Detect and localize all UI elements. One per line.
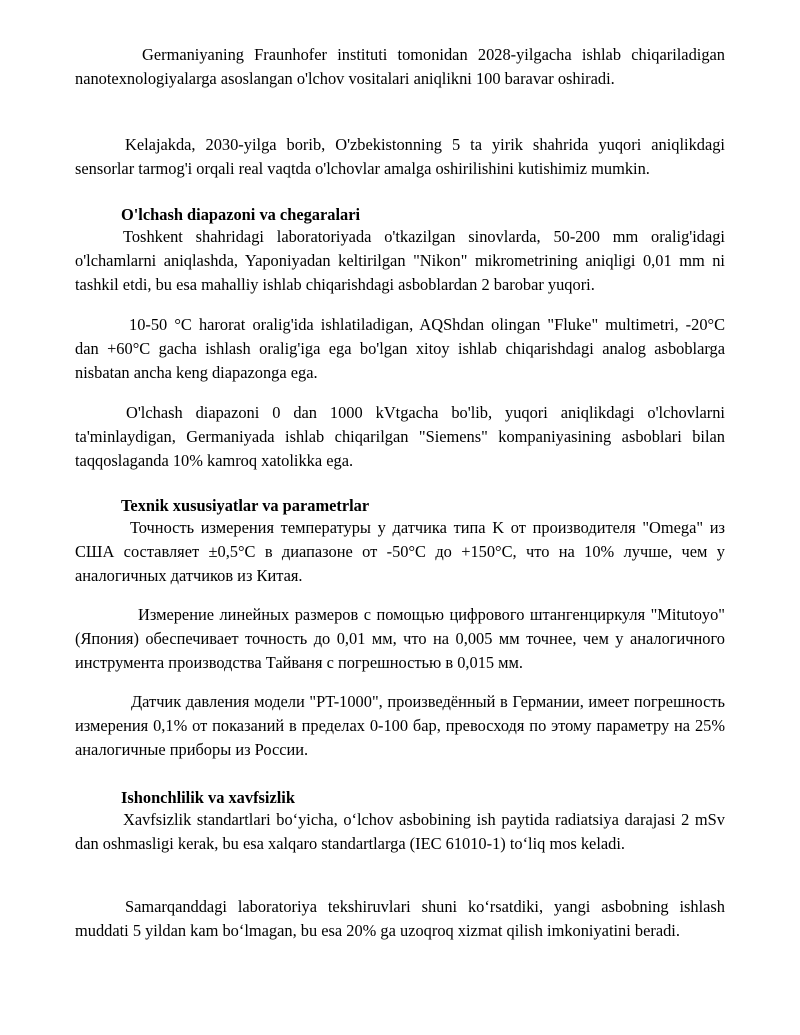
paragraph-siemens-range: O'lchash diapazoni 0 dan 1000 kVtgacha bo'lib, yuqori aniqlikdagi o'lchovlarni ta'minlaydigan, Germaniyada ishlab chiqarilgan "Siemens" kompaniyasining asboblari bilan taqqoslaganda 10% kamroq xatolikka ega. bbox=[75, 403, 725, 471]
paragraph-fluke-multimeter: 10-50 °C harorat oralig'ida ishlatiladigan, AQShdan olingan "Fluke" multimetri, -20°C dan +60°C gacha ishlash oralig'iga ega bo'lgan xitoy ishlab chiqarishdagi analog asboblarga nisbatan ancha keng diapazonga ega. bbox=[75, 315, 725, 383]
paragraph-omega-sensor: Точность измерения температуры у датчика типа K от производителя "Omega" из США составляет ±0,5°C в диапазоне от -50°C до +150°C, что на 10% лучше, чем у аналогичных датчиков из Китая. bbox=[75, 518, 725, 586]
paragraph-mitutoyo-caliper: Измерение линейных размеров с помощью цифрового штангенциркуля "Mitutoyo" (Япония) обеспечивает точность до 0,01 мм, что на 0,005 мм точнее, чем у аналогичного инструмента производства Тайваня с погрешностью в 0,015 мм. bbox=[75, 605, 725, 673]
section-heading-measurement-range: O'lchash diapazoni va chegaralari bbox=[121, 205, 361, 224]
paragraph-fraunhofer: Germaniyaning Fraunhofer instituti tomonidan 2028-yilgacha ishlab chiqariladigan nanotexnologiyalarga asoslangan o'lchov vositalari aniqlikni 100 baravar oshiradi. bbox=[75, 45, 725, 89]
section-heading-reliability-safety: Ishonchlilik va xavfsizlik bbox=[121, 788, 295, 807]
paragraph-nikon-micrometer: Toshkent shahridagi laboratoriyada o'tkazilgan sinovlarda, 50-200 mm oralig'idagi o'lchamlarni aniqlashda, Yaponiyadan keltirilgan "Nikon" mikrometrining aniqligi 0,01 mm ni tashkil etdi, bu esa mahalliy ishlab chiqarishdagi asboblardan 2 barobar yuqori. bbox=[75, 227, 725, 295]
paragraph-radiation-standard: Xavfsizlik standartlari bo‘yicha, o‘lchov asbobining ish paytida radiatsiya darajasi 2 mSv dan oshmasligi kerak, bu esa xalqaro standartlarga (IEC 61010-1) to‘liq mos keladi. bbox=[75, 810, 725, 854]
paragraph-sensor-network: Kelajakda, 2030-yilga borib, O'zbekistonning 5 ta yirik shahrida yuqori aniqlikdagi sensorlar tarmog'i orqali real vaqtda o'lchovlar amalga oshirilishini kutishimiz mumkin. bbox=[75, 135, 725, 179]
section-heading-technical-specs: Texnik xususiyatlar va parametrlar bbox=[121, 496, 370, 515]
paragraph-samarkand-lab: Samarqanddagi laboratoriya tekshiruvlari shuni ko‘rsatdiki, yangi asbobning ishlash muddati 5 yildan kam bo‘lmagan, bu esa 20% ga uzoqroq xizmat qilish imkoniyatini beradi. bbox=[75, 897, 725, 941]
paragraph-pt1000-sensor: Датчик давления модели "PT-1000", произведённый в Германии, имеет погрешность измерения 0,1% от показаний в пределах 0-100 бар, превосходя по этому параметру на 25% аналогичные приборы из России. bbox=[75, 692, 725, 760]
